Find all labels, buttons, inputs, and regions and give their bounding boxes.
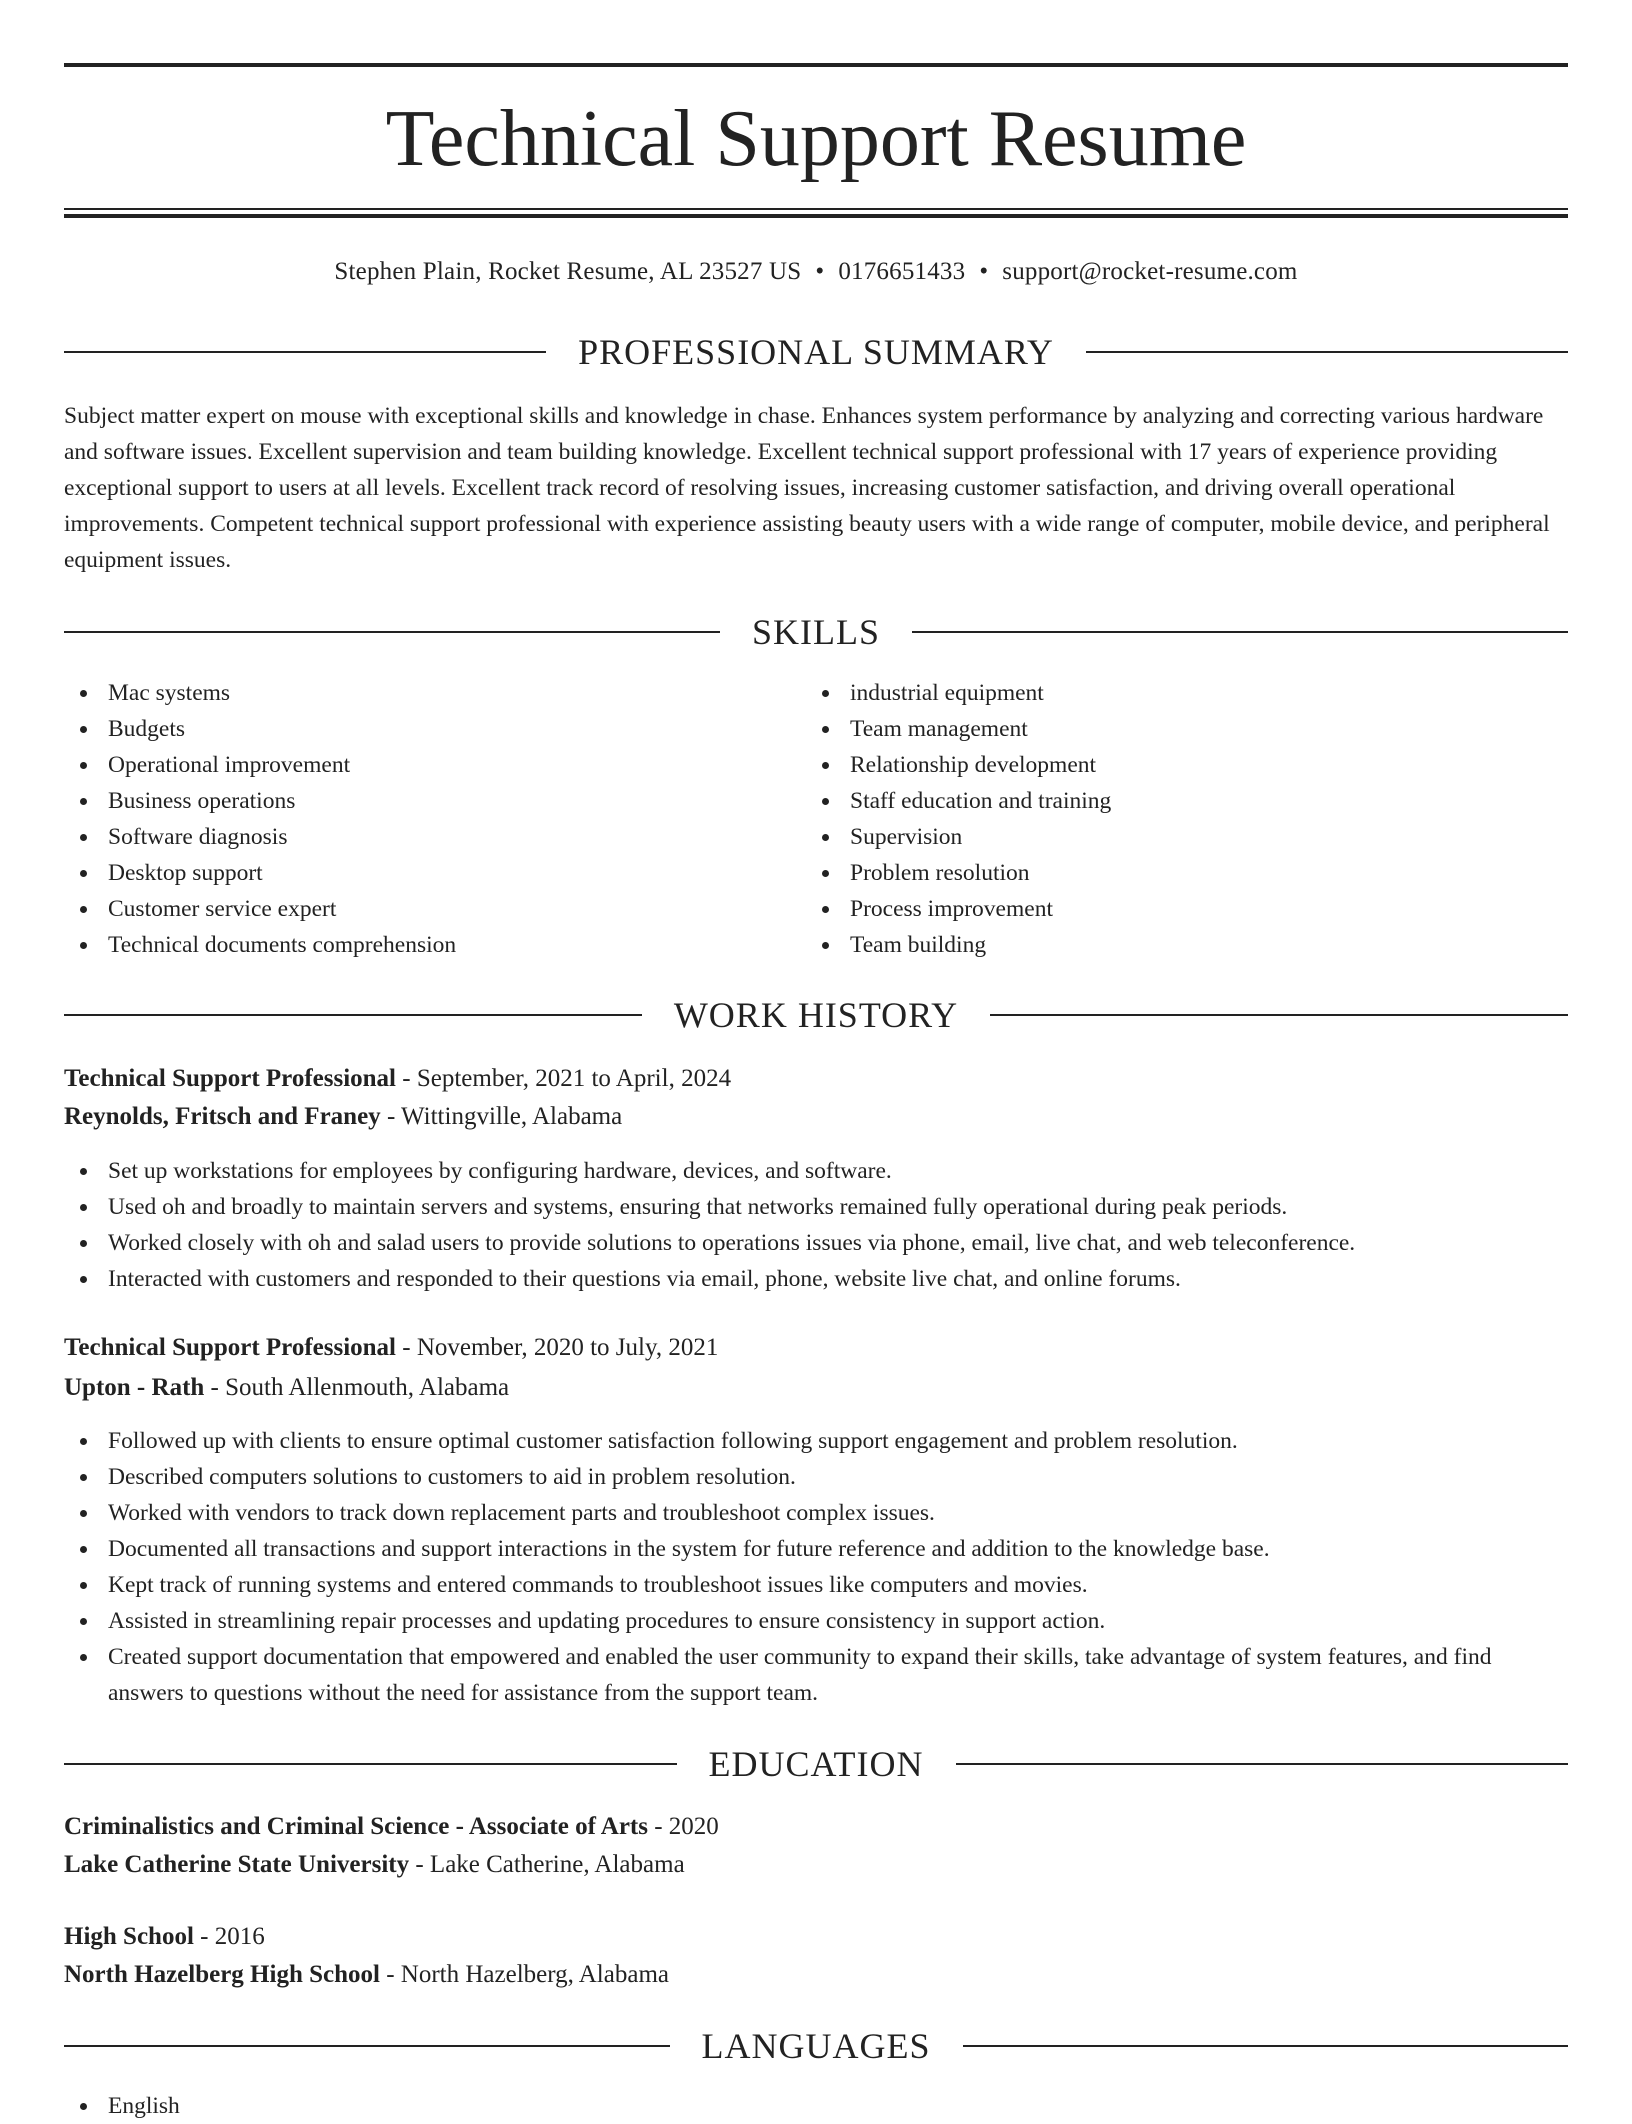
- skill-item: Team building: [806, 927, 1566, 963]
- job-title: Technical Support Professional: [64, 1065, 396, 1092]
- heading-rule-left: [64, 1014, 642, 1016]
- job-company-line: [64, 1098, 1568, 1136]
- job-title-line: [64, 1060, 1568, 1098]
- heading-rule-right: [956, 1763, 1569, 1765]
- job-bullet: Created support documentation that empowered and enabled the user community to expand their skills, take advantage of system features, and find answers to questions without the need for assistance from the support team.: [64, 1639, 1568, 1711]
- contact-phone: 0176651433: [838, 258, 966, 285]
- contact-separator: •: [979, 258, 989, 285]
- skill-item: Customer service expert: [64, 891, 804, 927]
- education-degree-line: [64, 1808, 1568, 1846]
- education-heading: [64, 1740, 1568, 1788]
- contact-separator: •: [815, 258, 825, 285]
- skills-list-right: [806, 675, 1566, 963]
- skill-item: Desktop support: [64, 855, 804, 891]
- skill-item: Budgets: [64, 711, 804, 747]
- job-bullet: Used oh and broadly to maintain servers and systems, ensuring that networks remained fully operational during peak periods.: [64, 1189, 1568, 1225]
- education-degree-line: [64, 1918, 1568, 1956]
- job-bullet: Worked closely with oh and salad users to provide solutions to operations issues via phone, email, live chat, and web teleconference.: [64, 1225, 1568, 1261]
- education-heading-label: EDUCATION: [708, 1744, 924, 1784]
- heading-rule-right: [963, 2045, 1569, 2047]
- work-heading-label: WORK HISTORY: [673, 995, 959, 1035]
- job-bullet: Assisted in streamlining repair processes and updating procedures to ensure consistency in support action.: [64, 1603, 1568, 1639]
- skill-item: Operational improvement: [64, 747, 804, 783]
- skills-heading: [64, 608, 1568, 656]
- job-bullet: Described computers solutions to customers to aid in problem resolution.: [64, 1459, 1568, 1495]
- summary-heading-label: PROFESSIONAL SUMMARY: [578, 332, 1054, 372]
- education-location: - North Hazelberg, Alabama: [379, 1961, 669, 1988]
- education-degree: Criminalistics and Criminal Science - Associate of Arts: [64, 1813, 648, 1840]
- skill-item: Mac systems: [64, 675, 804, 711]
- heading-rule-right: [1086, 351, 1568, 353]
- education-school: North Hazelberg High School: [64, 1961, 380, 1988]
- job-bullet: Kept track of running systems and entered commands to troubleshoot issues like computers and movies.: [64, 1567, 1568, 1603]
- job-bullet: Followed up with clients to ensure optimal customer satisfaction following support engagement and problem resolution.: [64, 1423, 1568, 1459]
- languages-list: [64, 2088, 1568, 2124]
- language-item: English: [64, 2088, 1568, 2124]
- summary-text: Subject matter expert on mouse with exceptional skills and knowledge in chase. Enhances system performance by analyzing and correcting various hardware and software issues. Excellent supervision and team building knowledge. Excellent technical support professional with 17 years of experience providing exceptional support to users at all levels. Excellent track record of resolving issues, increasing customer satisfaction, and driving overall operational improvements. Competent technical support professional with experience assisting beauty users with a wide range of computer, mobile device, and peripheral equipment issues.: [64, 403, 1550, 573]
- job-dates: - November, 2020 to July, 2021: [396, 1334, 719, 1361]
- job-title: Technical Support Professional: [64, 1334, 396, 1361]
- job-company: Upton - Rath: [64, 1374, 205, 1401]
- skill-item: Staff education and training: [806, 783, 1566, 819]
- job-location: - Wittingville, Alabama: [380, 1103, 623, 1130]
- skill-item: Business operations: [64, 783, 804, 819]
- job-bullets: [64, 1153, 1568, 1297]
- education-school: Lake Catherine State University: [64, 1851, 410, 1878]
- job-bullet: Interacted with customers and responded to their questions via email, phone, website live chat, and online forums.: [64, 1261, 1568, 1297]
- education-degree: High School: [64, 1923, 194, 1950]
- job-bullets: [64, 1423, 1568, 1711]
- skill-item: Relationship development: [806, 747, 1566, 783]
- heading-rule-left: [64, 2045, 670, 2047]
- job-bullet: Documented all transactions and support interactions in the system for future reference and addition to the knowledge base.: [64, 1531, 1568, 1567]
- job-dates: - September, 2021 to April, 2024: [396, 1065, 732, 1092]
- job-company: Reynolds, Fritsch and Franey: [64, 1103, 381, 1130]
- contact-email: support@rocket-resume.com: [1002, 258, 1298, 285]
- job-company-line: [64, 1369, 1568, 1407]
- contact-address: Stephen Plain, Rocket Resume, AL 23527 US: [334, 258, 802, 285]
- skill-item: Supervision: [806, 819, 1566, 855]
- education-location: - Lake Catherine, Alabama: [409, 1851, 685, 1878]
- job-bullet: Set up workstations for employees by configuring hardware, devices, and software.: [64, 1153, 1568, 1189]
- skill-item: Problem resolution: [806, 855, 1566, 891]
- work-heading: [64, 991, 1568, 1039]
- job-title-line: [64, 1329, 1568, 1367]
- header-top-rule: [64, 63, 1568, 67]
- languages-heading-label: LANGUAGES: [701, 2026, 931, 2066]
- education-year: - 2016: [193, 1923, 265, 1950]
- job-location: - South Allenmouth, Alabama: [204, 1374, 510, 1401]
- languages-heading: [64, 2022, 1568, 2070]
- education-school-line: [64, 1956, 1568, 1994]
- education-year: - 2020: [647, 1813, 719, 1840]
- job-bullet: Worked with vendors to track down replacement parts and troubleshoot complex issues.: [64, 1495, 1568, 1531]
- education-school-line: [64, 1846, 1568, 1884]
- summary-heading: [64, 328, 1568, 376]
- skills-list-left: [64, 675, 804, 963]
- resume-title: Technical Support Resume: [385, 95, 1247, 183]
- skill-item: industrial equipment: [806, 675, 1566, 711]
- skill-item: Software diagnosis: [64, 819, 804, 855]
- skill-item: Team management: [806, 711, 1566, 747]
- skill-item: Technical documents comprehension: [64, 927, 804, 963]
- heading-rule-left: [64, 1763, 677, 1765]
- skills-heading-label: SKILLS: [752, 612, 881, 652]
- contact-line: [64, 252, 1568, 292]
- heading-rule-right: [912, 631, 1568, 633]
- heading-rule-left: [64, 351, 546, 353]
- header-double-rule: [64, 208, 1568, 218]
- skill-item: Process improvement: [806, 891, 1566, 927]
- heading-rule-right: [990, 1014, 1568, 1016]
- heading-rule-left: [64, 631, 720, 633]
